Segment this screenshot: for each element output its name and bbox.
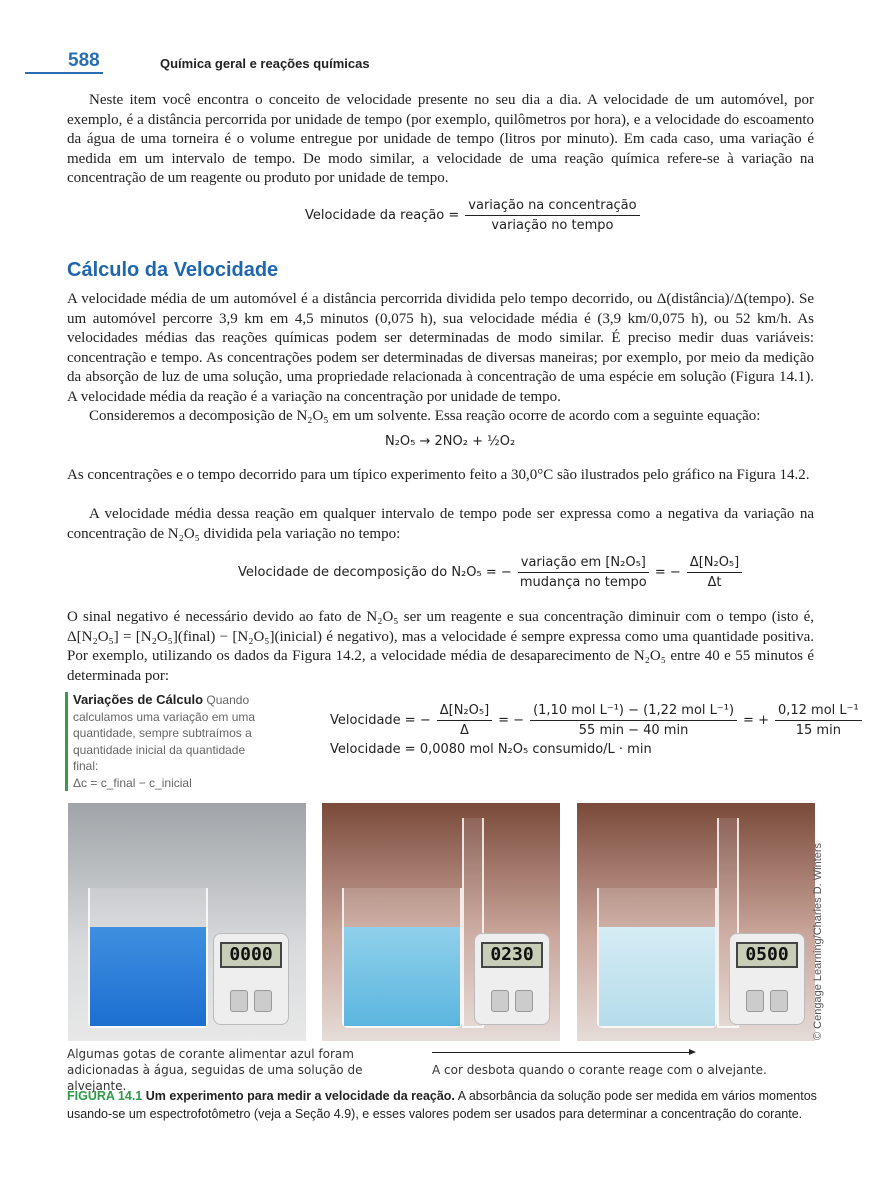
sidebar-note (65, 692, 270, 791)
eq-numerator: Δ[N₂O₅] (437, 703, 492, 721)
eq-numerator: 0,12 mol L⁻¹ (775, 703, 862, 721)
photo-experiment-mid (322, 803, 560, 1041)
fraction (687, 555, 742, 590)
eq-equals: = + (743, 713, 769, 728)
paragraph-average-rate: A velocidade média de um automóvel é a distância percorrida dividida pelo tempo decorrido, ou Δ(distância)/Δ(tempo). Se um automóvel percorre 3,9 km em 4,5 minutos (0,075 h), sua velocidade média é (3,9 km/0,075 h), ou 52 km/h. As velocidades médias das reações químicas podem ser determinadas de modo similar. É preciso medir duas variáveis: concentração e tempo. As concentrações podem ser determinadas de diversas maneiras; por exemplo, por meio da medição da absorção de luz de uma solução, uma propriedade relacionada à concentração de uma espécie em solução (Figura 14.1). A velocidade média da reação é a variação na concentração por unidade de tempo. (67, 291, 814, 405)
beaker-icon (597, 888, 717, 1028)
intro-paragraph: Neste item você encontra o conceito de velocidade presente no seu dia a dia. A velocidade de um automóvel, por exemplo, é a distância percorrida por unidade de tempo (por exemplo, quilômetros por hora), e a velocidade do escoamento da água de uma torneira é o volume entregue por unidade de tempo (litros por minuto). Em cada caso, uma variação é medida em um intervalo de tempo. De modo similar, a velocidade de uma reação química refere-se à variação na concentração de um reagente ou produto por unidade de tempo. (67, 92, 814, 186)
caption-right: A cor desbota quando o corante reage com o alvejante. (432, 1063, 767, 1077)
sidebar-text: Quando calculamos uma variação em uma quantidade, sempre subtraímos a quantidade inicial da quantidade final: (73, 693, 256, 773)
caption-left: Algumas gotas de corante alimentar azul foram adicionadas à água, seguidas de uma solução de alvejante. (67, 1047, 363, 1093)
eq-lhs: Velocidade = − (330, 713, 431, 728)
timer-display: 0230 (481, 942, 543, 968)
eq-denominator: Δ (459, 723, 469, 738)
figure-label: FIGURA 14.1 (67, 1089, 143, 1103)
section-heading: Cálculo da Velocidade (67, 259, 279, 281)
eq-denominator: Δt (707, 575, 722, 590)
timer (474, 933, 550, 1025)
eq-denominator: 15 min (795, 723, 841, 738)
eq-equals: = − (654, 565, 681, 580)
photo-experiment-end (577, 803, 815, 1041)
header-rule (25, 72, 103, 74)
eq-lhs: Velocidade de decomposição do N₂O₅ = − (238, 565, 512, 580)
figure-caption (67, 1087, 817, 1123)
blue-liquid (90, 927, 206, 1026)
timer-display: 0000 (220, 942, 282, 968)
fraction (530, 703, 737, 738)
page-number: 588 (68, 50, 100, 71)
fraction (775, 703, 862, 738)
paragraph-decomposition: Consideremos a decomposição de N₂O₅ em um solvente. Essa reação ocorre de acordo com a seguinte equação: (89, 408, 761, 424)
eq-equals: = − (498, 713, 525, 728)
timer-buttons (475, 990, 549, 1012)
faded-liquid (599, 927, 715, 1026)
photo-credit: © Cengage Learning/Charles D. Winters (812, 842, 824, 1040)
eq-denominator: mudança no tempo (519, 575, 647, 590)
eq-denominator: 55 min − 40 min (578, 723, 689, 738)
eq-numerator: (1,10 mol L⁻¹) − (1,22 mol L⁻¹) (530, 703, 737, 721)
paragraph-experiment: As concentrações e o tempo decorrido para um típico experimento feito a 30,0°C são ilustrados pelo gráfico na Figura 14.2. (67, 467, 810, 483)
beaker-icon (88, 888, 208, 1028)
sidebar-formula: Δc = c_final − c_inicial (73, 775, 192, 790)
decomposition-rate-equation (238, 555, 742, 590)
eq-lhs: Velocidade da reação = (305, 208, 460, 223)
rate-result-equation: Velocidade = 0,0080 mol N₂O₅ consumido/L · min (330, 742, 652, 757)
timer (729, 933, 805, 1025)
fraction (465, 198, 639, 233)
running-title: Química geral e reações químicas (160, 56, 370, 71)
eq-numerator: Δ[N₂O₅] (687, 555, 742, 573)
timer-buttons (730, 990, 804, 1012)
paragraph-rate-expression: A velocidade média dessa reação em qualquer intervalo de tempo pode ser expressa como a negativa da variação na concentração de N₂O₅ dividida pela variação no tempo: (67, 506, 814, 542)
light-blue-liquid (344, 927, 460, 1026)
sidebar-title: Variações de Cálculo (73, 692, 204, 707)
arrow-icon (432, 1052, 694, 1053)
eq-denominator: variação no tempo (491, 218, 614, 233)
reaction-equation: N₂O₅ → 2NO₂ + ½O₂ (385, 434, 516, 449)
eq-numerator: variação em [N₂O₅] (518, 555, 649, 573)
figure-text: A absorbância da solução pode ser medida em vários momentos usando-se um espectrofotômetro (veja a Seção 4.9), e esses valores podem ser usados para determinar a concentração do corante. (67, 1089, 817, 1121)
fraction (518, 555, 649, 590)
timer-buttons (214, 990, 288, 1012)
eq-numerator: variação na concentração (465, 198, 639, 216)
rate-calculation-equation (330, 703, 862, 738)
timer-display: 0500 (736, 942, 798, 968)
timer (213, 933, 289, 1025)
paragraph-negative-sign: O sinal negativo é necessário devido ao fato de N₂O₅ ser um reagente e sua concentração diminuir com o tempo (isto é, Δ[N₂O₅] = [N₂O₅](final) − [N₂O₅](inicial) é negativo), mas a velocidade é sempre expressa como uma quantidade positiva. Por exemplo, utilizando os dados da Figura 14.2, a velocidade média de desaparecimento de N₂O₅ entre 40 e 55 minutos é determinada por: (67, 609, 814, 684)
figure-title: Um experimento para medir a velocidade da reação. (145, 1089, 455, 1103)
fraction (437, 703, 492, 738)
rate-definition-equation (305, 198, 640, 233)
photo-experiment-start (68, 803, 306, 1041)
beaker-icon (342, 888, 462, 1028)
